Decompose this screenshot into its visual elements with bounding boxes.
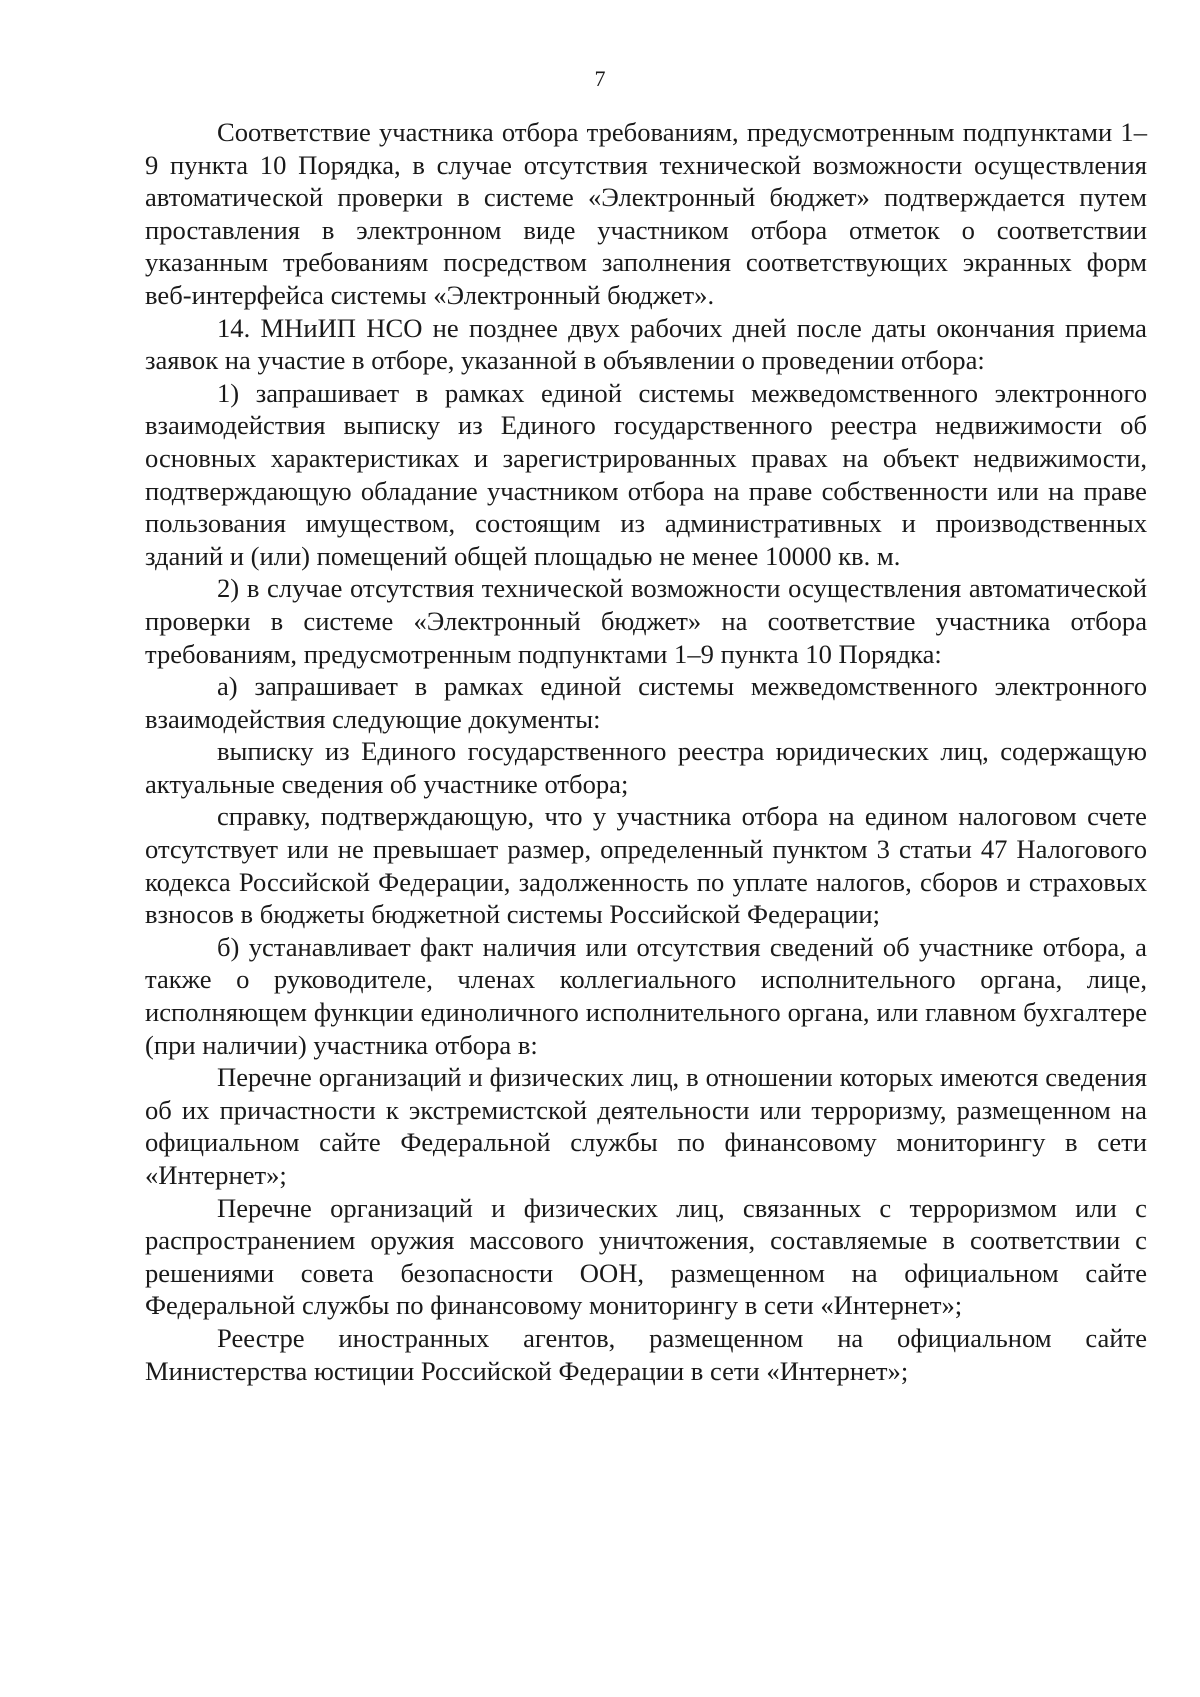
- paragraph-extremism-list: Перечне организаций и физических лиц, в отношении которых имеются сведения об их причастности к экстремистской деятельности или терроризму, размещенном на официальном сайте Федеральной службы по финансовому мониторингу в сети «Интернет»;: [145, 1062, 1147, 1190]
- paragraph-tax-certificate: справку, подтверждающую, что у участника отбора на едином налоговом счете отсутствует или не превышает размер, определенный пунктом 3 статьи 47 Налогового кодекса Российской Федерации, задолженность по уплате налогов, сборов и страховых взносов в бюджеты бюджетной системы Российской Федерации;: [145, 801, 1147, 930]
- paragraph-item-14: 14. МНиИП НСО не позднее двух рабочих дней после даты окончания приема заявок на участие в отборе, указанной в объявлении о проведении отбора:: [145, 312, 1147, 376]
- page-number: 7: [594, 66, 606, 91]
- paragraph-subitem-2: 2) в случае отсутствия технической возможности осуществления автоматической проверки в системе «Электронный бюджет» на соответствие участника отбора требованиям, предусмотренным подпунктами 1–9 пункта 10 Порядка:: [145, 573, 1147, 669]
- paragraph-terrorism-list: Перечне организаций и физических лиц, связанных с терроризмом или с распространением оружия массового уничтожения, составляемые в соответствии с решениями совета безопасности ООН, размещенном на официальном сайте Федеральной службы по финансовому мониторингу в сети «Интернет»;: [145, 1192, 1147, 1321]
- paragraph-subitem-a: а) запрашивает в рамках единой системы межведомственного электронного взаимодействия следующие документы:: [145, 671, 1147, 734]
- paragraph-subitem-1: 1) запрашивает в рамках единой системы межведомственного электронного взаимодействия выписку из Единого государственного реестра недвижимости об основных характеристиках и зарегистрированных правах на объект недвижимости, подтверждающую обладание участником отбора на праве собственности или на праве пользования имуществом, состоящим из административных и производственных зданий и (или) помещений общей площадью не менее 10000 кв. м.: [145, 377, 1147, 571]
- document-body: [145, 116, 1147, 1387]
- paragraph-compliance-check: Соответствие участника отбора требованиям, предусмотренным подпунктами 1–9 пункта 10 Порядка, в случае отсутствия технической возможности осуществления автоматической проверки в системе «Электронный бюджет» подтверждается путем проставления в электронном виде участником отбора отметок о соответствии указанным требованиям посредством заполнения соответствующих экранных форм веб-интерфейса системы «Электронный бюджет».: [145, 117, 1147, 310]
- paragraph-foreign-agents-registry: Реестре иностранных агентов, размещенном на официальном сайте Министерства юстиции Российской Федерации в сети «Интернет»;: [145, 1322, 1147, 1386]
- paragraph-subitem-b: б) устанавливает факт наличия или отсутствия сведений об участнике отбора, а также о руководителе, членах коллегиального исполнительного органа, лице, исполняющем функции единоличного исполнительного органа, или главном бухгалтере (при наличии) участника отбора в:: [145, 931, 1147, 1060]
- paragraph-egrul-extract: выписку из Единого государственного реестра юридических лиц, содержащую актуальные сведения об участнике отбора;: [145, 736, 1147, 799]
